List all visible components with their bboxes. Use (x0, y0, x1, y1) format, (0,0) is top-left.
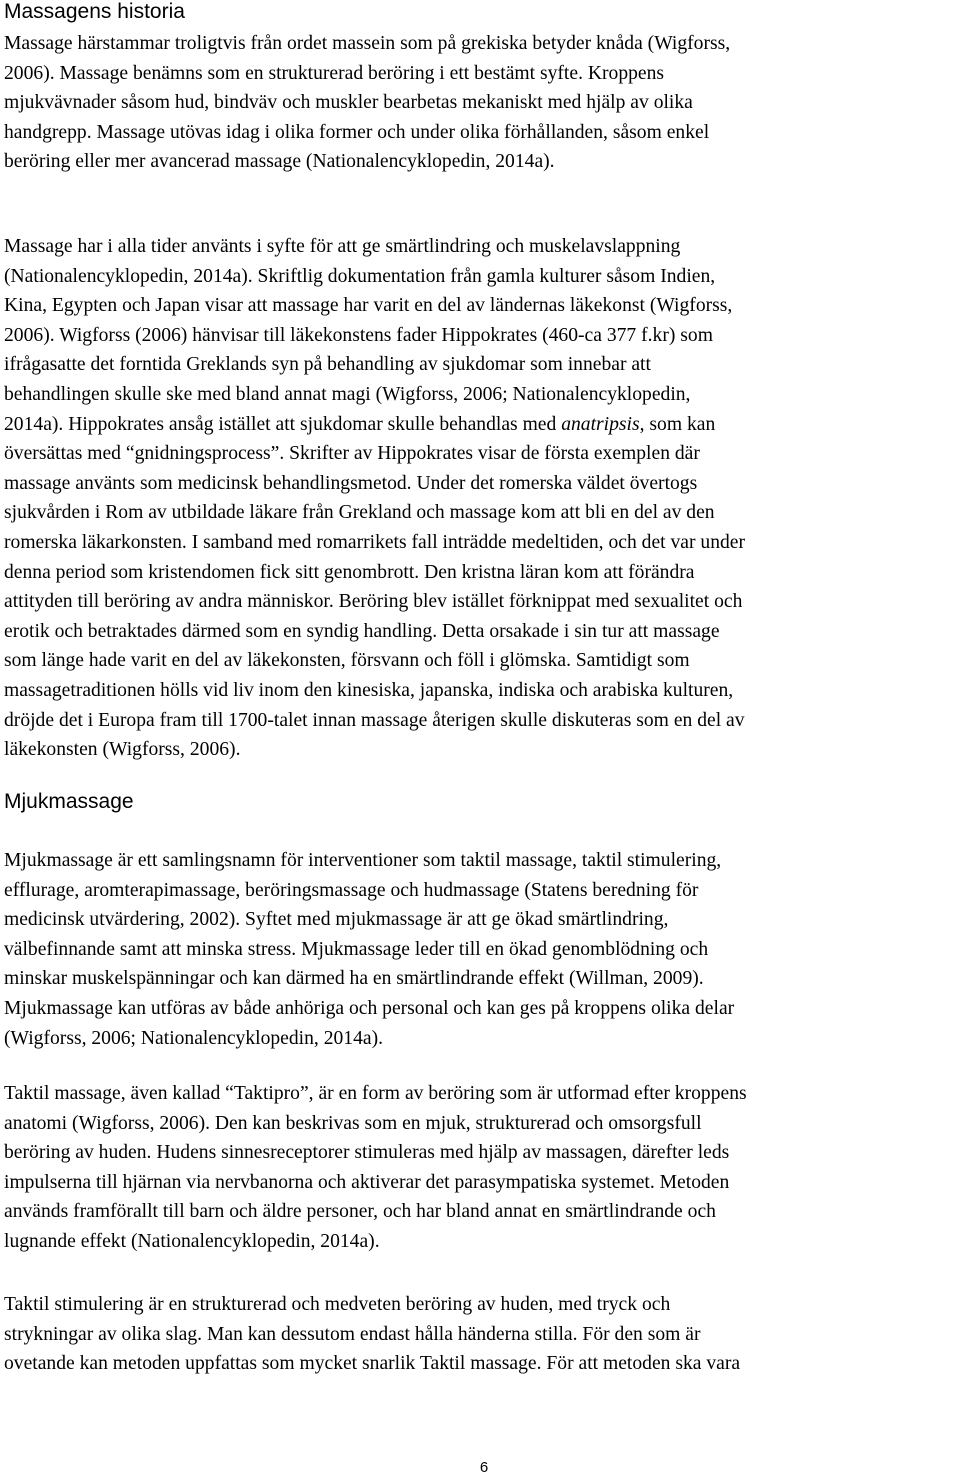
text-line: Taktil massage, även kallad “Taktipro”, är en form av beröring som är utformad efter kroppens (4, 1083, 747, 1104)
text-line: denna period som kristendomen fick sitt genombrott. Den kristna läran kom att förändra (4, 561, 695, 583)
text-line: 2006). Wigforss (2006) hänvisar till läkekonstens fader Hippokrates (460-ca 377 f.kr) som (4, 324, 713, 346)
page-footer (0, 1459, 960, 1476)
paragraph-taktil-massage (4, 1079, 747, 1257)
text-line: används framförallt till barn och äldre personer, och har bland annat en smärtlindrande och (4, 1201, 716, 1223)
text-line: medicinsk utvärdering, 2002). Syftet med mjukmassage är att ge ökad smärtlindring, (4, 909, 669, 931)
text-line: ovetande kan metoden uppfattas som mycket snarlik Taktil massage. För att metoden ska vara (4, 1353, 741, 1375)
paragraph-taktil-stimulering (4, 1290, 740, 1379)
text-line: mjukvävnader såsom hud, bindväv och muskler bearbetas mekaniskt med hjälp av olika (4, 92, 693, 114)
text-segment: , som kan (639, 413, 716, 435)
text-line-anatripsis (4, 410, 745, 440)
text-line: dröjde det i Europa fram till 1700-talet innan massage återigen skulle diskuteras som en del av (4, 709, 745, 731)
section-heading-mjukmassage: Mjukmassage (4, 790, 134, 813)
text-line: läkekonsten (Wigforss, 2006). (4, 739, 241, 761)
italic-term-anatripsis: anatripsis (561, 413, 640, 435)
text-line: massagetraditionen hölls vid liv inom den kinesiska, japanska, indiska och arabiska kulturen, (4, 679, 734, 701)
text-line: attityden till beröring av andra människor. Beröring blev istället förknippat med sexualitet och (4, 591, 743, 613)
text-line: beröring eller mer avancerad massage (Nationalencyklopedin, 2014a). (4, 151, 555, 173)
paragraph-mjukmassage (4, 846, 734, 1053)
text-line: översättas med “gnidningsprocess”. Skrifter av Hippokrates visar de första exemplen där (4, 443, 700, 465)
text-line: 2006). Massage benämns som en strukturerad beröring i ett bestämt syfte. Kroppens (4, 62, 665, 84)
text-line: erotik och betraktades därmed som en syndig handling. Detta orsakade i sin tur att massage (4, 620, 720, 642)
paragraph-history (4, 232, 745, 765)
text-line: Mjukmassage är ett samlingsnamn för interventioner som taktil massage, taktil stimulering, (4, 850, 722, 871)
text-line: massage använts som medicinsk behandlingsmetod. Under det romerska väldet övertogs (4, 472, 698, 494)
text-segment: 2014a). Hippokrates ansåg istället att sjukdomar skulle behandlas med (4, 413, 562, 435)
text-line: romerska läkarkonsten. I samband med romarrikets fall inträdde medeltiden, och det var under (4, 531, 746, 553)
text-line: sjukvården i Rom av utbildade läkare från Grekland och massage kom att bli en del av den (4, 502, 715, 524)
text-line: välbefinnande samt att minska stress. Mjukmassage leder till en ökad genomblödning och (4, 938, 709, 960)
text-line: behandlingen skulle ske med bland annat magi (Wigforss, 2006; Nationalencyklopedin, (4, 383, 691, 405)
text-line: anatomi (Wigforss, 2006). Den kan beskrivas som en mjuk, strukturerad och omsorgsfull (4, 1112, 702, 1134)
text-line: (Nationalencyklopedin, 2014a). Skriftlig dokumentation från gamla kulturer såsom Indien, (4, 265, 716, 287)
text-line: efflurage, aromterapimassage, beröringsmassage och hudmassage (Statens beredning för (4, 879, 699, 901)
section-heading-historia: Massagens historia (4, 0, 185, 23)
text-line: Massage härstammar troligtvis från ordet massein som på grekiska betyder knåda (Wigforss, (4, 33, 731, 54)
text-line: beröring av huden. Hudens sinnesreceptorer stimuleras med hjälp av massagen, därefter leds (4, 1142, 730, 1164)
text-line: minskar muskelspänningar och kan därmed ha en smärtlindrande effekt (Willman, 2009). (4, 968, 704, 990)
text-line: lugnande effekt (Nationalencyklopedin, 2014a). (4, 1230, 380, 1252)
text-line: handgrepp. Massage utövas idag i olika former och under olika förhållanden, såsom enkel (4, 121, 710, 143)
text-line: (Wigforss, 2006; Nationalencyklopedin, 2014a). (4, 1027, 384, 1049)
text-line: strykningar av olika slag. Man kan dessutom endast hålla händerna stilla. För den som är (4, 1323, 701, 1345)
text-line: Massage har i alla tider använts i syfte för att ge smärtlindring och muskelavslappning (4, 236, 681, 257)
text-line: Kina, Egypten och Japan visar att massage har varit en del av ländernas läkekonst (Wigforss, (4, 295, 733, 317)
page-number: 6 (479, 1459, 489, 1476)
text-line: Mjukmassage kan utföras av både anhöriga och personal och kan ges på kroppens olika delar (4, 997, 735, 1019)
text-line: Taktil stimulering är en strukturerad och medveten beröring av huden, med tryck och (4, 1294, 671, 1315)
paragraph-origin (4, 29, 730, 177)
text-line: som länge hade varit en del av läkekonsten, försvann och föll i glömska. Samtidigt som (4, 650, 690, 672)
text-line: ifrågasatte det forntida Greklands syn på behandling av sjukdomar som innebar att (4, 354, 651, 376)
text-line: impulserna till hjärnan via nervbanorna och aktiverar det parasympatiska systemet. Metoden (4, 1171, 730, 1193)
